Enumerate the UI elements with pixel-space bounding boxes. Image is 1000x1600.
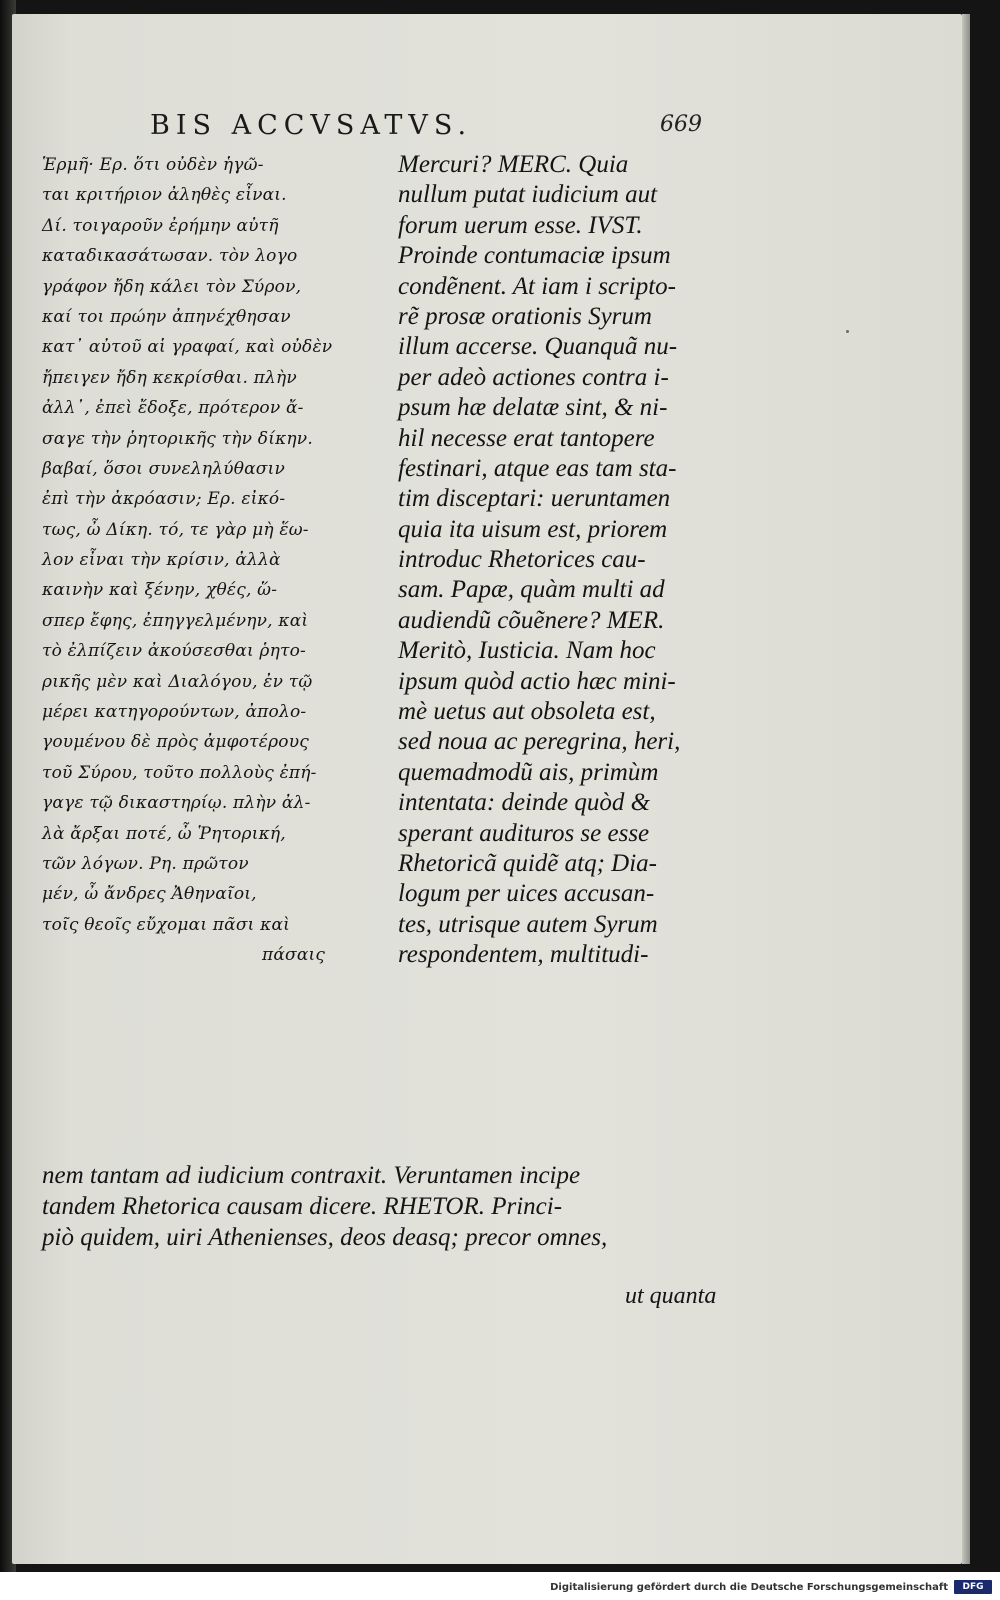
text-line: Mercuri? MERC. Quia [398, 151, 629, 178]
text-line: πάσαις [262, 945, 326, 966]
text-line: γράφον ἤδη κάλει τὸν Σύρον, [42, 276, 302, 297]
text-line: sam. Papæ, quàm multi ad [398, 576, 665, 604]
folio-number: 669 [660, 112, 702, 137]
text-line: quia ita uisum est, priorem [398, 515, 668, 543]
latin-full-width-text [42, 1160, 727, 1253]
text-line: mè uetus aut obsoleta est, [398, 698, 656, 726]
text-line: ἐπὶ τὴν ἀκρόασιν; Ερ. εἰκό- [42, 489, 286, 510]
text-line: βαβαί, ὅσοι συνεληλύθασιν [42, 458, 286, 479]
text-line: κατ᾽ αὐτοῦ αἱ γραφαί, καὶ οὐδὲν [42, 337, 333, 358]
text-line: ἤπειγεν ἤδη κεκρίσθαι. πλὴν [42, 367, 297, 388]
text-line: λον εἶναι τὴν κρίσιν, ἀλλὰ [42, 550, 281, 571]
text-line: τὸ ἐλπίζειν ἀκούσεσθαι ῥητο- [42, 641, 306, 662]
text-line: tes, utrisque autem Syrum [398, 910, 658, 938]
text-line: forum uerum esse. IVST. [398, 211, 643, 239]
text-line: λὰ ἄρξαι ποτέ, ὦ Ῥητορική, [42, 823, 286, 844]
text-line: τοῖς θεοῖς εὔχομαι πᾶσι καὶ [42, 914, 291, 935]
text-line: Proinde contumaciæ ipsum [398, 242, 671, 270]
text-line: Rhetoricã quidẽ atq; Dia- [398, 849, 657, 877]
text-line: μέν, ὦ ἄνδρες Ἀθηναῖοι, [42, 884, 257, 905]
text-line: καί τοι πρώην ἀπηνέχθησαν [42, 306, 291, 327]
dfg-logo: DFG [954, 1580, 992, 1594]
text-line: intentata: deinde quòd & [398, 789, 651, 817]
text-line: festinari, atque eas tam sta- [398, 454, 677, 482]
text-line: Meritò, Iusticia. Nam hoc [398, 637, 656, 665]
text-line: ται κριτήριον ἀληθὲς εἶναι. [42, 185, 287, 206]
text-line: sed noua ac peregrina, heri, [398, 728, 681, 756]
text-line: rẽ prosæ orationis Syrum [398, 302, 652, 330]
text-line: piò quidem, uiri Athenienses, deos deasq; precor omnes, [42, 1224, 608, 1251]
text-line: condẽnent. At iam i scripto- [398, 272, 676, 300]
text-line: quemadmodũ ais, primùm [398, 758, 659, 786]
text-line: audiendũ cõuẽnere? MER. [398, 606, 665, 634]
text-line: ipsum quòd actio hæc mini- [398, 667, 676, 695]
text-line: tim disceptari: ueruntamen [398, 485, 671, 513]
text-line: Ἑρμῆ· Ερ. ὅτι οὐδὲν ἡγῶ- [42, 155, 264, 175]
text-line: ρικῆς μὲν καὶ Διαλόγου, ἐν τῷ [42, 671, 313, 692]
text-line: Δί. τοιγαροῦν ἐρήμην αὐτῆ [42, 215, 279, 236]
digitization-credit: Digitalisierung gefördert durch die Deutsche Forschungsgemeinschaft [550, 1582, 948, 1593]
catchword: ut quanta [625, 1283, 717, 1309]
text-line: γουμένου δὲ πρὸς ἀμφοτέρους [42, 732, 309, 753]
text-line: psum hæ delatæ sint, & ni- [398, 394, 668, 422]
greek-text-column [42, 150, 382, 971]
text-line: ἀλλ᾽, ἐπεὶ ἔδοξε, πρότερον ἄ- [42, 398, 304, 419]
text-line: respondentem, multitudi- [398, 941, 649, 969]
text-line: illum accerse. Quanquã nu- [398, 333, 678, 361]
text-line: σπερ ἔφης, ἐπηγγελμένην, καὶ [42, 610, 309, 631]
text-line: tandem Rhetorica causam dicere. RHETOR. Princi- [42, 1193, 563, 1220]
text-line: logum per uices accusan- [398, 880, 655, 908]
page-right-edge [962, 14, 970, 1564]
text-line: per adeò actiones contra i- [398, 363, 669, 391]
text-line: τῶν λόγων. Ρη. πρῶτον [42, 853, 249, 874]
text-line: τως, ὦ Δίκη. τό, τε γὰρ μὴ ἕω- [42, 519, 309, 540]
text-line: τοῦ Σύρου, τοῦτο πολλοὺς ἐπή- [42, 762, 317, 783]
text-line: hil necesse erat tantopere [398, 424, 655, 452]
text-line: σαγε τὴν ῥητορικῆς τὴν δίκην. [42, 428, 313, 449]
text-line: καταδικασάτωσαν. τὸν λογο [42, 246, 298, 267]
text-line: nullum putat iudicium aut [398, 181, 658, 209]
latin-text-column [398, 150, 723, 971]
text-line: μέρει κατηγορούντων, ἀπολο- [42, 702, 307, 723]
running-head: BIS ACCVSATVS. [150, 110, 473, 141]
paper-speck [846, 330, 849, 333]
text-line: sperant audituros se esse [398, 819, 650, 847]
text-line: nem tantam ad iudicium contraxit. Veruntamen incipe [42, 1162, 581, 1189]
text-line: introduc Rhetorices cau- [398, 546, 646, 574]
text-line: καινὴν καὶ ξένην, χθές, ὥ- [42, 580, 278, 601]
text-line: γαγε τῷ δικαστηρίῳ. πλὴν ἀλ- [42, 793, 311, 814]
